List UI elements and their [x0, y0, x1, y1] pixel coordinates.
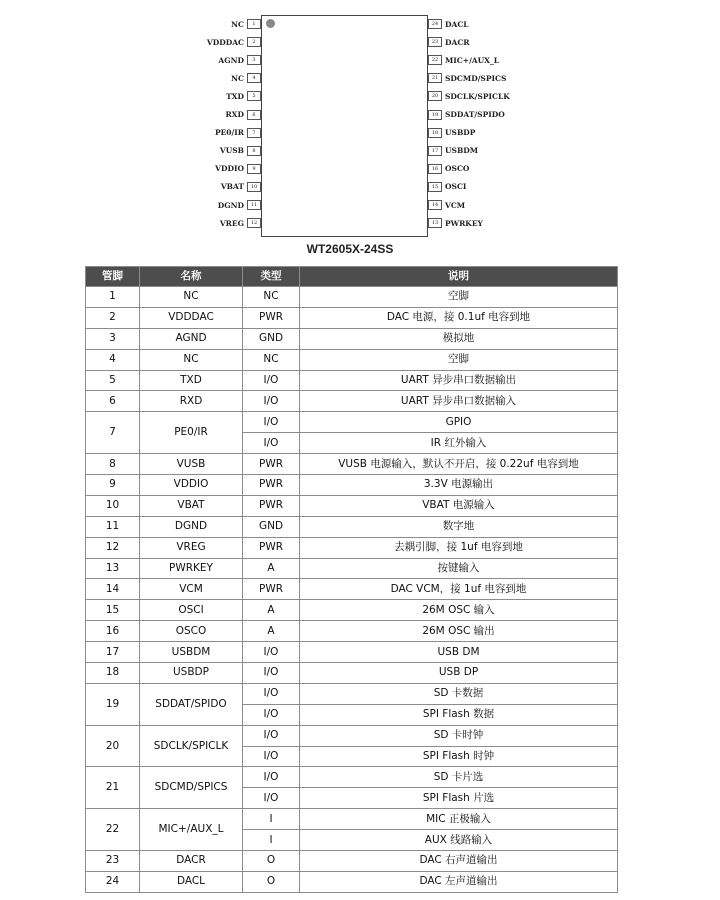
pin-number: 24: [428, 19, 442, 29]
cell-description: MIC 正极输入: [300, 809, 618, 830]
chip-pin: [428, 162, 548, 176]
chip-pin: [428, 17, 548, 31]
cell-pin: 13: [86, 558, 140, 579]
cell-name: VDDIO: [140, 475, 243, 496]
pin1-marker-icon: [266, 19, 275, 28]
pin-number: 21: [428, 73, 442, 83]
pin-name: OSCI: [445, 182, 467, 192]
pin-number: 6: [247, 110, 261, 120]
cell-description: USB DP: [300, 663, 618, 684]
cell-pin: 7: [86, 412, 140, 454]
chip-pin: [428, 126, 548, 140]
chip-pin: [428, 35, 548, 49]
cell-pin: 6: [86, 391, 140, 412]
cell-description: SD 卡数据: [300, 683, 618, 704]
cell-description: VUSB 电源输入，默认不开启，接 0.22uf 电容到地: [300, 454, 618, 475]
cell-type: I/O: [243, 746, 300, 767]
cell-description: 数字地: [300, 516, 618, 537]
cell-description: 去耦引脚，接 1uf 电容到地: [300, 537, 618, 558]
cell-type: A: [243, 600, 300, 621]
cell-name: SDCLK/SPICLK: [140, 725, 243, 767]
table-row: [86, 307, 618, 328]
pin-number: 7: [247, 128, 261, 138]
header-pin: 管脚: [86, 267, 140, 287]
cell-description: DAC 右声道输出: [300, 851, 618, 872]
cell-type: PWR: [243, 475, 300, 496]
cell-name: AGND: [140, 328, 243, 349]
pin-number: 15: [428, 182, 442, 192]
cell-pin: 24: [86, 871, 140, 892]
cell-type: PWR: [243, 579, 300, 600]
cell-type: A: [243, 558, 300, 579]
cell-pin: 23: [86, 851, 140, 872]
pin-name: VBAT: [220, 182, 244, 192]
pin-name: VDDIO: [215, 164, 244, 174]
pin-number: 22: [428, 55, 442, 65]
cell-type: I/O: [243, 642, 300, 663]
cell-name: VCM: [140, 579, 243, 600]
cell-description: UART 异步串口数据输出: [300, 370, 618, 391]
cell-type: I/O: [243, 433, 300, 454]
cell-pin: 22: [86, 809, 140, 851]
cell-name: NC: [140, 349, 243, 370]
cell-pin: 15: [86, 600, 140, 621]
chip-pin: [180, 216, 261, 230]
cell-type: I/O: [243, 663, 300, 684]
cell-description: SD 卡片选: [300, 767, 618, 788]
cell-type: I/O: [243, 683, 300, 704]
cell-description: USB DM: [300, 642, 618, 663]
table-row: [86, 328, 618, 349]
pin-number: 19: [428, 110, 442, 120]
pin-number: 23: [428, 37, 442, 47]
cell-description: 空脚: [300, 349, 618, 370]
table-row: [86, 558, 618, 579]
cell-type: I/O: [243, 391, 300, 412]
chip-pin: [180, 144, 261, 158]
cell-name: USBDM: [140, 642, 243, 663]
cell-description: SPI Flash 数据: [300, 704, 618, 725]
pin-name: VDDDAC: [206, 37, 244, 47]
table-body: [86, 287, 618, 893]
cell-pin: 18: [86, 663, 140, 684]
pin-name: DACL: [445, 19, 469, 29]
cell-name: VBAT: [140, 495, 243, 516]
cell-description: 3.3V 电源输出: [300, 475, 618, 496]
pin-number: 13: [428, 218, 442, 228]
cell-pin: 8: [86, 454, 140, 475]
cell-name: USBDP: [140, 663, 243, 684]
pin-name: AGND: [218, 55, 244, 65]
cell-type: O: [243, 851, 300, 872]
cell-description: 模拟地: [300, 328, 618, 349]
pin-number: 3: [247, 55, 261, 65]
cell-pin: 20: [86, 725, 140, 767]
pin-number: 10: [247, 182, 261, 192]
table-row: [86, 454, 618, 475]
cell-type: I: [243, 830, 300, 851]
pin-name: PE0/IR: [214, 128, 244, 138]
cell-name: OSCO: [140, 621, 243, 642]
pin-name: USBDP: [445, 128, 476, 138]
cell-pin: 10: [86, 495, 140, 516]
cell-pin: 16: [86, 621, 140, 642]
cell-pin: 2: [86, 307, 140, 328]
table-row: [86, 349, 618, 370]
pin-number: 11: [247, 200, 261, 210]
cell-name: OSCI: [140, 600, 243, 621]
pin-number: 20: [428, 91, 442, 101]
pin-number: 17: [428, 146, 442, 156]
cell-type: PWR: [243, 537, 300, 558]
cell-type: I/O: [243, 767, 300, 788]
pin-name: SDCMD/SPICS: [445, 73, 507, 83]
cell-pin: 17: [86, 642, 140, 663]
cell-type: I/O: [243, 725, 300, 746]
cell-type: I: [243, 809, 300, 830]
pin-number: 12: [247, 218, 261, 228]
cell-type: I/O: [243, 412, 300, 433]
cell-pin: 3: [86, 328, 140, 349]
cell-description: 26M OSC 输出: [300, 621, 618, 642]
cell-name: MIC+/AUX_L: [140, 809, 243, 851]
chip-pin: [180, 162, 261, 176]
cell-type: O: [243, 871, 300, 892]
pin-name: SDCLK/SPICLK: [445, 91, 510, 101]
cell-pin: 14: [86, 579, 140, 600]
table-row: [86, 725, 618, 746]
table-row: [86, 516, 618, 537]
cell-name: PWRKEY: [140, 558, 243, 579]
cell-name: VREG: [140, 537, 243, 558]
pin-name: VCM: [445, 200, 466, 210]
pin-number: 1: [247, 19, 261, 29]
table-row: [86, 683, 618, 704]
table-row: [86, 370, 618, 391]
table-row: [86, 391, 618, 412]
cell-type: GND: [243, 328, 300, 349]
table-row: [86, 621, 618, 642]
chip-pin: [428, 71, 548, 85]
cell-pin: 11: [86, 516, 140, 537]
cell-name: RXD: [140, 391, 243, 412]
header-type: 类型: [243, 267, 300, 287]
pin-number: 2: [247, 37, 261, 47]
chip-pin: [180, 89, 261, 103]
cell-name: DACR: [140, 851, 243, 872]
cell-description: SPI Flash 片选: [300, 788, 618, 809]
pin-name: VUSB: [219, 146, 244, 156]
cell-pin: 5: [86, 370, 140, 391]
cell-type: PWR: [243, 495, 300, 516]
cell-name: VUSB: [140, 454, 243, 475]
table-row: [86, 767, 618, 788]
chip-pin: [428, 198, 548, 212]
cell-type: NC: [243, 287, 300, 308]
cell-name: DACL: [140, 871, 243, 892]
table-row: [86, 871, 618, 892]
pin-number: 4: [247, 73, 261, 83]
pin-name: TXD: [226, 91, 244, 101]
pin-name: SDDAT/SPIDO: [445, 110, 505, 119]
cell-description: DAC 电源，接 0.1uf 电容到地: [300, 307, 618, 328]
cell-description: SD 卡时钟: [300, 725, 618, 746]
pin-number: 9: [247, 164, 261, 174]
cell-description: 按键输入: [300, 558, 618, 579]
cell-type: PWR: [243, 454, 300, 475]
pin-number: 8: [247, 146, 261, 156]
cell-name: PE0/IR: [140, 412, 243, 454]
chip-pin: [180, 35, 261, 49]
chip-title: WT2605X-24SS: [306, 242, 394, 256]
pin-name: RXD: [225, 110, 244, 119]
pin-name: PWRKEY: [445, 218, 483, 228]
header-description: 说明: [300, 267, 618, 287]
cell-description: AUX 线路输入: [300, 830, 618, 851]
cell-type: GND: [243, 516, 300, 537]
pin-number: 14: [428, 200, 442, 210]
cell-type: I/O: [243, 370, 300, 391]
cell-name: SDCMD/SPICS: [140, 767, 243, 809]
cell-type: I/O: [243, 704, 300, 725]
pin-number: 16: [428, 164, 442, 174]
pin-name: DGND: [217, 200, 244, 210]
cell-type: PWR: [243, 307, 300, 328]
pin-name: NC: [231, 73, 244, 83]
chip-pin: [428, 180, 548, 194]
table-row: [86, 495, 618, 516]
table-row: [86, 809, 618, 830]
chip-pin: [180, 53, 261, 67]
cell-pin: 12: [86, 537, 140, 558]
cell-pin: 9: [86, 475, 140, 496]
table-row: [86, 537, 618, 558]
cell-description: DAC 左声道输出: [300, 871, 618, 892]
cell-name: VDDDAC: [140, 307, 243, 328]
cell-description: VBAT 电源输入: [300, 495, 618, 516]
cell-name: DGND: [140, 516, 243, 537]
table-row: [86, 579, 618, 600]
table-row: [86, 851, 618, 872]
chip-pin: [180, 198, 261, 212]
cell-description: 空脚: [300, 287, 618, 308]
pin-name: DACR: [445, 37, 470, 47]
chip-pin: [428, 89, 548, 103]
pin-name: VREG: [219, 218, 244, 228]
chip-pin: [180, 17, 261, 31]
table-row: [86, 663, 618, 684]
pin-number: 18: [428, 128, 442, 138]
ic-pinout-diagram: [0, 0, 720, 262]
table-header-row: [86, 267, 618, 287]
chip-pin: [180, 180, 261, 194]
table-row: [86, 642, 618, 663]
cell-name: SDDAT/SPIDO: [140, 683, 243, 725]
header-name: 名称: [140, 267, 243, 287]
cell-type: I/O: [243, 788, 300, 809]
cell-pin: 19: [86, 683, 140, 725]
table-row: [86, 287, 618, 308]
pin-name: NC: [231, 19, 244, 29]
pin-name: USBDM: [445, 146, 479, 156]
chip-pin: [428, 108, 548, 122]
table-row: [86, 600, 618, 621]
chip-pin: [180, 126, 261, 140]
chip-pin: [180, 71, 261, 85]
cell-description: IR 红外输入: [300, 433, 618, 454]
cell-type: A: [243, 621, 300, 642]
pin-description-table: [85, 266, 618, 893]
cell-description: UART 异步串口数据输入: [300, 391, 618, 412]
pin-number: 5: [247, 91, 261, 101]
cell-description: GPIO: [300, 412, 618, 433]
cell-name: NC: [140, 287, 243, 308]
chip-pin: [180, 108, 261, 122]
pin-name: OSCO: [445, 164, 470, 174]
chip-pin: [428, 216, 548, 230]
table-row: [86, 475, 618, 496]
chip-body: [261, 15, 428, 237]
cell-description: DAC VCM，接 1uf 电容到地: [300, 579, 618, 600]
cell-description: SPI Flash 时钟: [300, 746, 618, 767]
cell-name: TXD: [140, 370, 243, 391]
cell-pin: 21: [86, 767, 140, 809]
table-row: [86, 412, 618, 433]
chip-pin: [428, 53, 548, 67]
cell-pin: 1: [86, 287, 140, 308]
chip-pin: [428, 144, 548, 158]
pin-name: MIC+/AUX_L: [445, 55, 500, 65]
cell-pin: 4: [86, 349, 140, 370]
cell-type: NC: [243, 349, 300, 370]
cell-description: 26M OSC 输入: [300, 600, 618, 621]
